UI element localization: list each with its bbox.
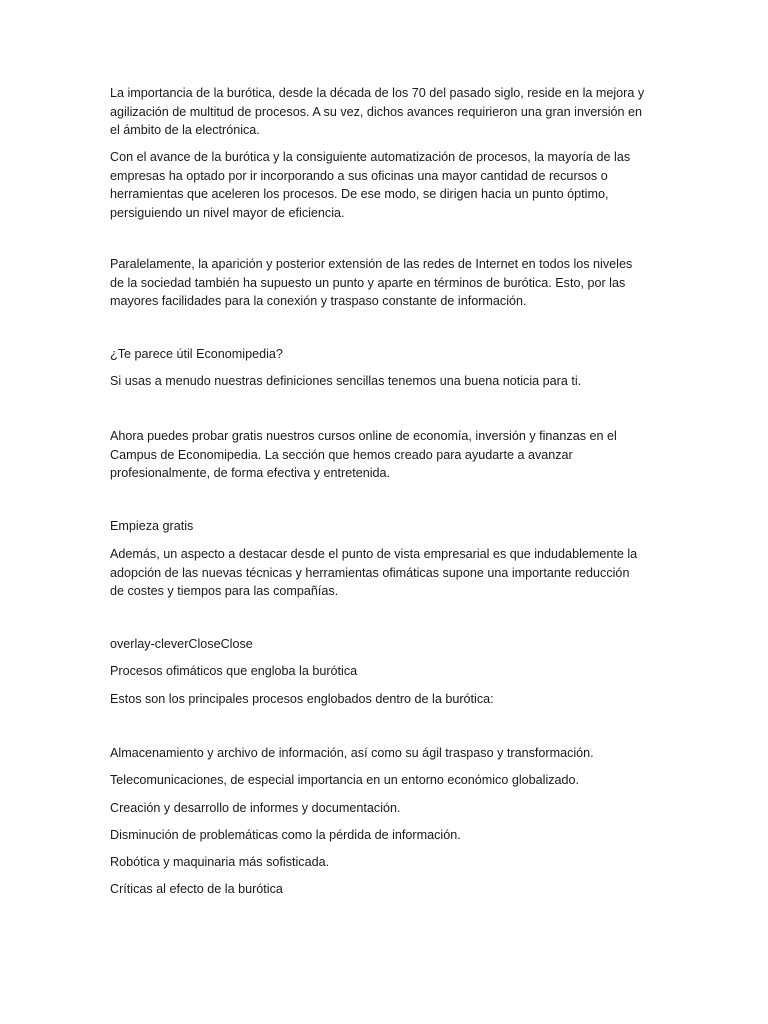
text-line: Críticas al efecto de la burótica [110, 882, 283, 896]
text-line: overlay-cleverCloseClose [110, 637, 253, 651]
text-line: Ahora puedes probar gratis nuestros cursos online de economía, inversión y finanzas en el [110, 429, 617, 443]
paragraph-disminucion [110, 826, 658, 845]
paragraph-empieza-gratis [110, 517, 658, 536]
paragraph-almacenamiento [110, 744, 658, 763]
paragraph-procesos-heading [110, 662, 658, 681]
text-line: La importancia de la burótica, desde la década de los 70 del pasado siglo, reside en la mejora y [110, 86, 645, 100]
text-line: profesionalmente, de forma efectiva y entretenida. [110, 466, 391, 480]
text-line: Telecomunicaciones, de especial importancia en un entorno económico globalizado. [110, 773, 580, 787]
text-line: Disminución de problemáticas como la pérdida de información. [110, 828, 461, 842]
paragraph-robotica [110, 853, 658, 872]
text-line: herramientas que aceleren los procesos. De ese modo, se dirigen hacia un punto óptimo, [110, 187, 609, 201]
text-line: Almacenamiento y archivo de información, así como su ágil traspaso y transformación. [110, 746, 594, 760]
paragraph-te-parece-util [110, 345, 658, 364]
text-line: Campus de Economipedia. La sección que hemos creado para ayudarte a avanzar [110, 447, 573, 462]
text-line: Paralelamente, la aparición y posterior extensión de las redes de Internet en todos los niveles [110, 257, 633, 271]
text-line: Si usas a menudo nuestras definiciones sencillas tenemos una buena noticia para ti. [110, 374, 582, 388]
text-line: Con el avance de la burótica y la consiguiente automatización de procesos, la mayoría de las [110, 150, 631, 164]
paragraph-si-usas [110, 372, 658, 391]
paragraph-creacion [110, 799, 658, 818]
text-line: el ámbito de la electrónica. [110, 123, 260, 137]
text-line: ¿Te parece útil Economipedia? [110, 347, 283, 361]
text-line: de costes y tiempos para las compañías. [110, 584, 339, 598]
paragraph-ahora-puedes [110, 427, 658, 483]
paragraph-paralelamente [110, 255, 658, 311]
paragraph-ademas [110, 545, 658, 601]
text-line: Además, un aspecto a destacar desde el punto de vista empresarial es que indudablemente la [110, 547, 638, 561]
text-line: Robótica y maquinaria más sofisticada. [110, 855, 330, 869]
text-line: Procesos ofimáticos que engloba la burótica [110, 664, 358, 678]
paragraph-telecomunicaciones [110, 771, 658, 790]
text-line: Empieza gratis [110, 519, 194, 533]
text-line: mayores facilidades para la conexión y traspaso constante de información. [110, 294, 527, 308]
paragraph-importancia [110, 84, 658, 140]
text-line: persiguiendo un nivel mayor de eficiencia. [110, 205, 345, 220]
text-line: empresas ha optado por ir incorporando a sus oficinas una mayor cantidad de recursos o [110, 168, 608, 183]
paragraph-estos-son [110, 690, 658, 709]
paragraph-criticas [110, 880, 658, 899]
text-line: de la sociedad también ha supuesto un punto y aparte en términos de burótica. Esto, por las [110, 275, 626, 290]
paragraph-overlay-close [110, 635, 658, 654]
text-line: adopción de las nuevas técnicas y herramientas ofimáticas supone una importante reducción [110, 565, 630, 580]
text-line: Estos son los principales procesos englobados dentro de la burótica: [110, 692, 494, 706]
text-line: Creación y desarrollo de informes y documentación. [110, 801, 401, 815]
paragraph-avance [110, 148, 658, 222]
text-line: agilización de multitud de procesos. A su vez, dichos avances requirieron una gran inversión en [110, 104, 643, 119]
